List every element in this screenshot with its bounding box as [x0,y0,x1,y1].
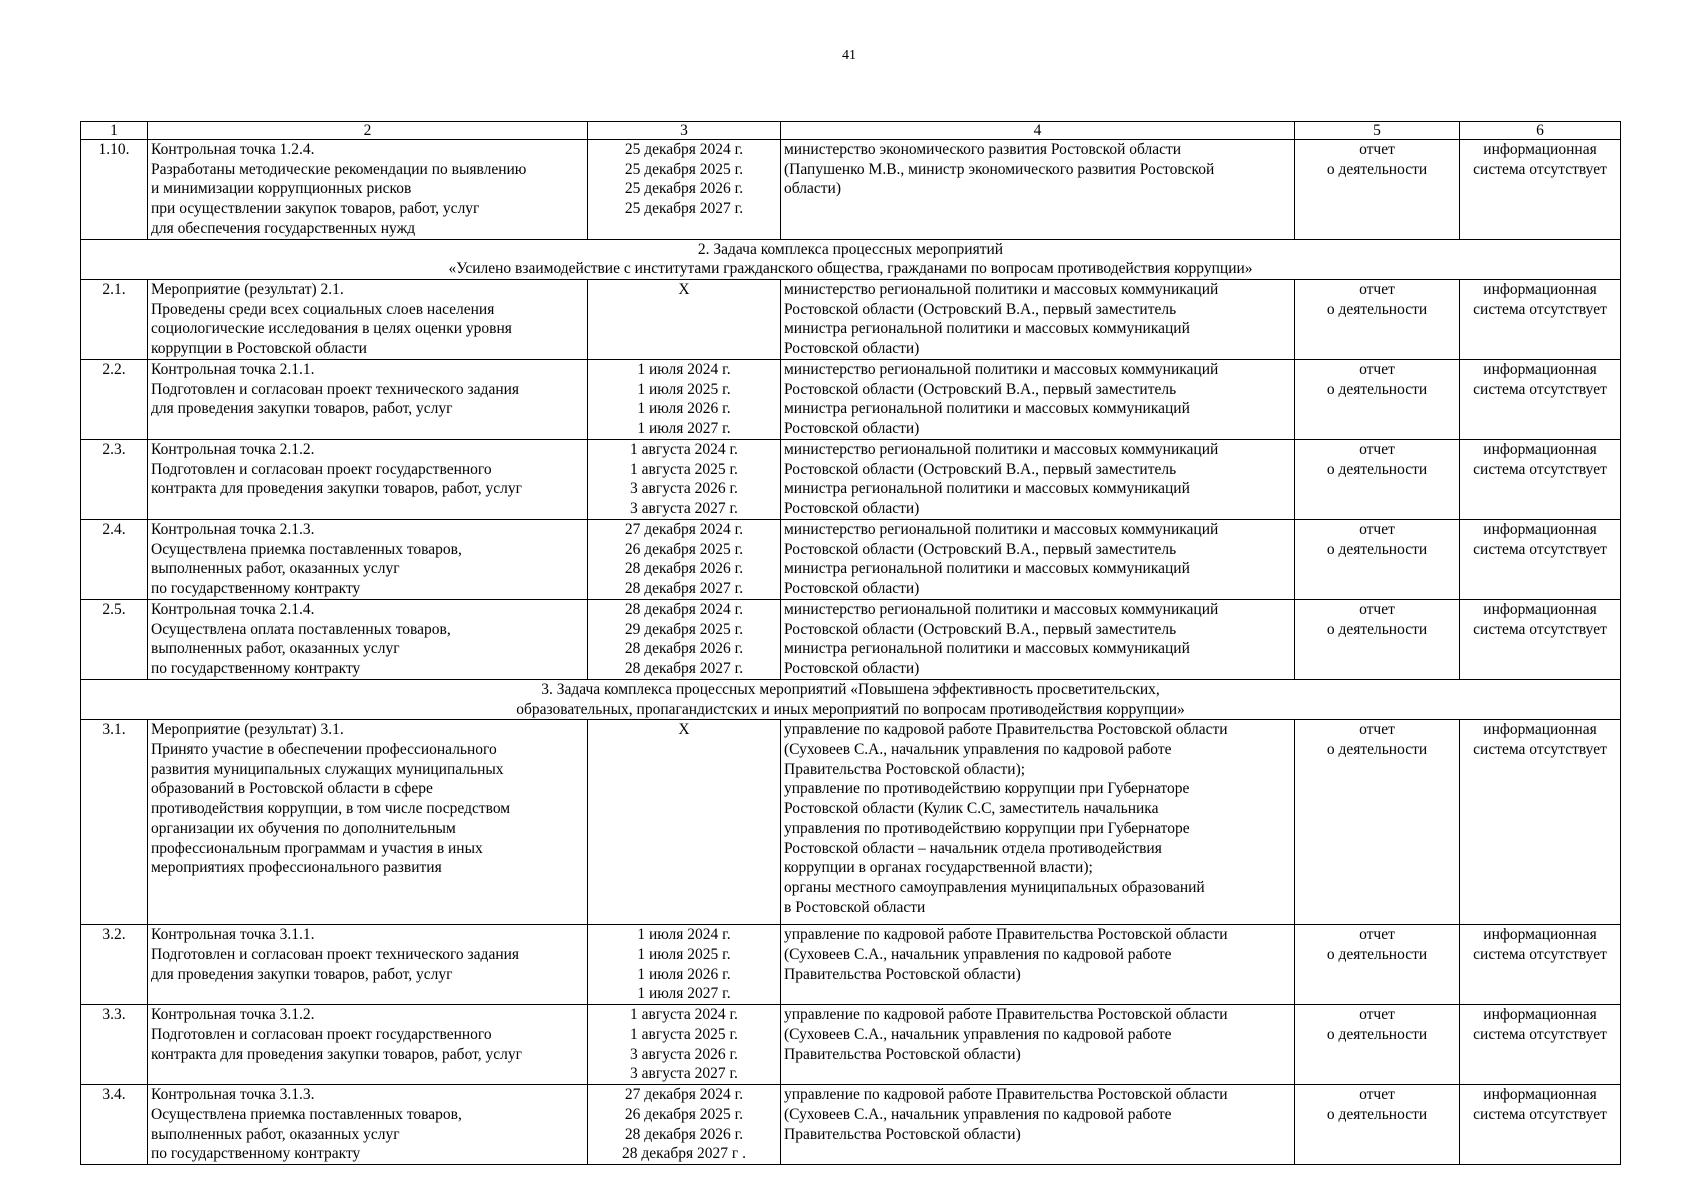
confirmation-document: отчет о деятельности [1295,720,1460,925]
activities-table [80,121,1621,1165]
table-body [81,140,1621,1165]
row-number: 2.4. [81,519,148,599]
table-row [81,140,1621,240]
table-row [81,925,1621,1005]
column-number: 5 [1295,122,1460,140]
confirmation-document: отчет о деятельности [1295,359,1460,439]
section-row [81,679,1621,719]
row-number: 3.1. [81,720,148,925]
activity-description: Контрольная точка 2.1.2. Подготовлен и согласован проект государственного контракта для проведения закупки товаров, работ, услуг [148,439,588,519]
information-system: информационная система отсутствует [1460,439,1621,519]
section-row [81,239,1621,279]
table-row [81,439,1621,519]
table-row [81,279,1621,359]
table-row [81,1005,1621,1085]
responsible-executor: управление по кадровой работе Правительства Ростовской области (Суховеев С.А., начальник управления по кадровой работе Правительства Ростовской области) [781,1005,1295,1085]
row-number: 3.3. [81,1005,148,1085]
responsible-executor: управление по кадровой работе Правительства Ростовской области (Суховеев С.А., начальник управления по кадровой работе Правительства Ростовской области) [781,925,1295,1005]
table-row [81,359,1621,439]
information-system: информационная система отсутствует [1460,359,1621,439]
row-number: 2.1. [81,279,148,359]
table-row [81,1085,1621,1165]
row-number: 2.5. [81,599,148,679]
confirmation-document: отчет о деятельности [1295,439,1460,519]
row-number: 2.3. [81,439,148,519]
activity-description: Контрольная точка 2.1.3. Осуществлена приемка поставленных товаров, выполненных работ, оказанных услуг по государственному контракту [148,519,588,599]
confirmation-document: отчет о деятельности [1295,519,1460,599]
row-number: 3.4. [81,1085,148,1165]
confirmation-document: отчет о деятельности [1295,279,1460,359]
responsible-executor: министерство региональной политики и массовых коммуникаций Ростовской области (Островский В.А., первый заместитель министра региональной политики и массовых коммуникаций Ростовской области) [781,279,1295,359]
deadline-dates: X [588,720,781,925]
deadline-dates: 1 августа 2024 г. 1 августа 2025 г. 3 августа 2026 г. 3 августа 2027 г. [588,1005,781,1085]
information-system: информационная система отсутствует [1460,1005,1621,1085]
confirmation-document: отчет о деятельности [1295,140,1460,240]
information-system: информационная система отсутствует [1460,279,1621,359]
activity-description: Контрольная точка 1.2.4. Разработаны методические рекомендации по выявлению и минимизации коррупционных рисков при осуществлении закупок товаров, работ, услуг для обеспечения государственных нужд [148,140,588,240]
deadline-dates: 28 декабря 2024 г. 29 декабря 2025 г. 28 декабря 2026 г. 28 декабря 2027 г. [588,599,781,679]
page-number: 41 [842,48,856,63]
column-number: 2 [148,122,588,140]
confirmation-document: отчет о деятельности [1295,1005,1460,1085]
deadline-dates: X [588,279,781,359]
section-heading: 3. Задача комплекса процессных мероприятий «Повышена эффективность просветительских, образовательных, пропагандистских и иных мероприятий по вопросам противодействия коррупции» [81,679,1621,719]
column-number: 3 [588,122,781,140]
table-row [81,519,1621,599]
column-number: 4 [781,122,1295,140]
activity-description: Мероприятие (результат) 3.1. Принято участие в обеспечении профессионального развития муниципальных служащих муниципальных образований в Ростовской области в сфере противодействия коррупции, в том числе посредством организации их обучения по дополнительным профессиональным программам и участия в иных мероприятиях профессионального развития [148,720,588,925]
deadline-dates: 27 декабря 2024 г. 26 декабря 2025 г. 28 декабря 2026 г. 28 декабря 2027 г . [588,1085,781,1165]
activity-description: Контрольная точка 3.1.1. Подготовлен и согласован проект технического задания для проведения закупки товаров, работ, услуг [148,925,588,1005]
information-system: информационная система отсутствует [1460,925,1621,1005]
confirmation-document: отчет о деятельности [1295,1085,1460,1165]
responsible-executor: министерство региональной политики и массовых коммуникаций Ростовской области (Островский В.А., первый заместитель министра региональной политики и массовых коммуникаций Ростовской области) [781,599,1295,679]
column-number: 1 [81,122,148,140]
responsible-executor: министерство региональной политики и массовых коммуникаций Ростовской области (Островский В.А., первый заместитель министра региональной политики и массовых коммуникаций Ростовской области) [781,359,1295,439]
responsible-executor: министерство региональной политики и массовых коммуникаций Ростовской области (Островский В.А., первый заместитель министра региональной политики и массовых коммуникаций Ростовской области) [781,519,1295,599]
confirmation-document: отчет о деятельности [1295,925,1460,1005]
deadline-dates: 27 декабря 2024 г. 26 декабря 2025 г. 28 декабря 2026 г. 28 декабря 2027 г. [588,519,781,599]
table-row [81,720,1621,925]
deadline-dates: 1 августа 2024 г. 1 августа 2025 г. 3 августа 2026 г. 3 августа 2027 г. [588,439,781,519]
activity-description: Контрольная точка 2.1.1. Подготовлен и согласован проект технического задания для проведения закупки товаров, работ, услуг [148,359,588,439]
information-system: информационная система отсутствует [1460,599,1621,679]
activity-description: Контрольная точка 2.1.4. Осуществлена оплата поставленных товаров, выполненных работ, оказанных услуг по государственному контракту [148,599,588,679]
deadline-dates: 25 декабря 2024 г. 25 декабря 2025 г. 25 декабря 2026 г. 25 декабря 2027 г. [588,140,781,240]
deadline-dates: 1 июля 2024 г. 1 июля 2025 г. 1 июля 2026 г. 1 июля 2027 г. [588,359,781,439]
information-system: информационная система отсутствует [1460,1085,1621,1165]
section-heading: 2. Задача комплекса процессных мероприятий «Усилено взаимодействие с институтами гражданского общества, гражданами по вопросам противодействия коррупции» [81,239,1621,279]
information-system: информационная система отсутствует [1460,720,1621,925]
row-number: 1.10. [81,140,148,240]
confirmation-document: отчет о деятельности [1295,599,1460,679]
responsible-executor: управление по кадровой работе Правительства Ростовской области (Суховеев С.А., начальник управления по кадровой работе Правительства Ростовской области) [781,1085,1295,1165]
activity-description: Мероприятие (результат) 2.1. Проведены среди всех социальных слоев населения социологические исследования в целях оценки уровня коррупции в Ростовской области [148,279,588,359]
information-system: информационная система отсутствует [1460,140,1621,240]
row-number: 3.2. [81,925,148,1005]
responsible-executor: управление по кадровой работе Правительства Ростовской области (Суховеев С.А., начальник управления по кадровой работе Правительства Ростовской области); управление по противодействию коррупции при Губернаторе Ростовской области (Кулик С.С, заместитель начальника управления по противодействию коррупции при Губернаторе Ростовской области – начальник отдела противодействия коррупции в органах государственной власти); органы местного самоуправления муниципальных образований в Ростовской области [781,720,1295,925]
deadline-dates: 1 июля 2024 г. 1 июля 2025 г. 1 июля 2026 г. 1 июля 2027 г. [588,925,781,1005]
activity-description: Контрольная точка 3.1.3. Осуществлена приемка поставленных товаров, выполненных работ, оказанных услуг по государственному контракту [148,1085,588,1165]
activity-description: Контрольная точка 3.1.2. Подготовлен и согласован проект государственного контракта для проведения закупки товаров, работ, услуг [148,1005,588,1085]
responsible-executor: министерство региональной политики и массовых коммуникаций Ростовской области (Островский В.А., первый заместитель министра региональной политики и массовых коммуникаций Ростовской области) [781,439,1295,519]
information-system: информационная система отсутствует [1460,519,1621,599]
row-number: 2.2. [81,359,148,439]
column-number-row [81,122,1621,140]
column-number: 6 [1460,122,1621,140]
table-row [81,599,1621,679]
responsible-executor: министерство экономического развития Ростовской области (Папушенко М.В., министр экономического развития Ростовской области) [781,140,1295,240]
